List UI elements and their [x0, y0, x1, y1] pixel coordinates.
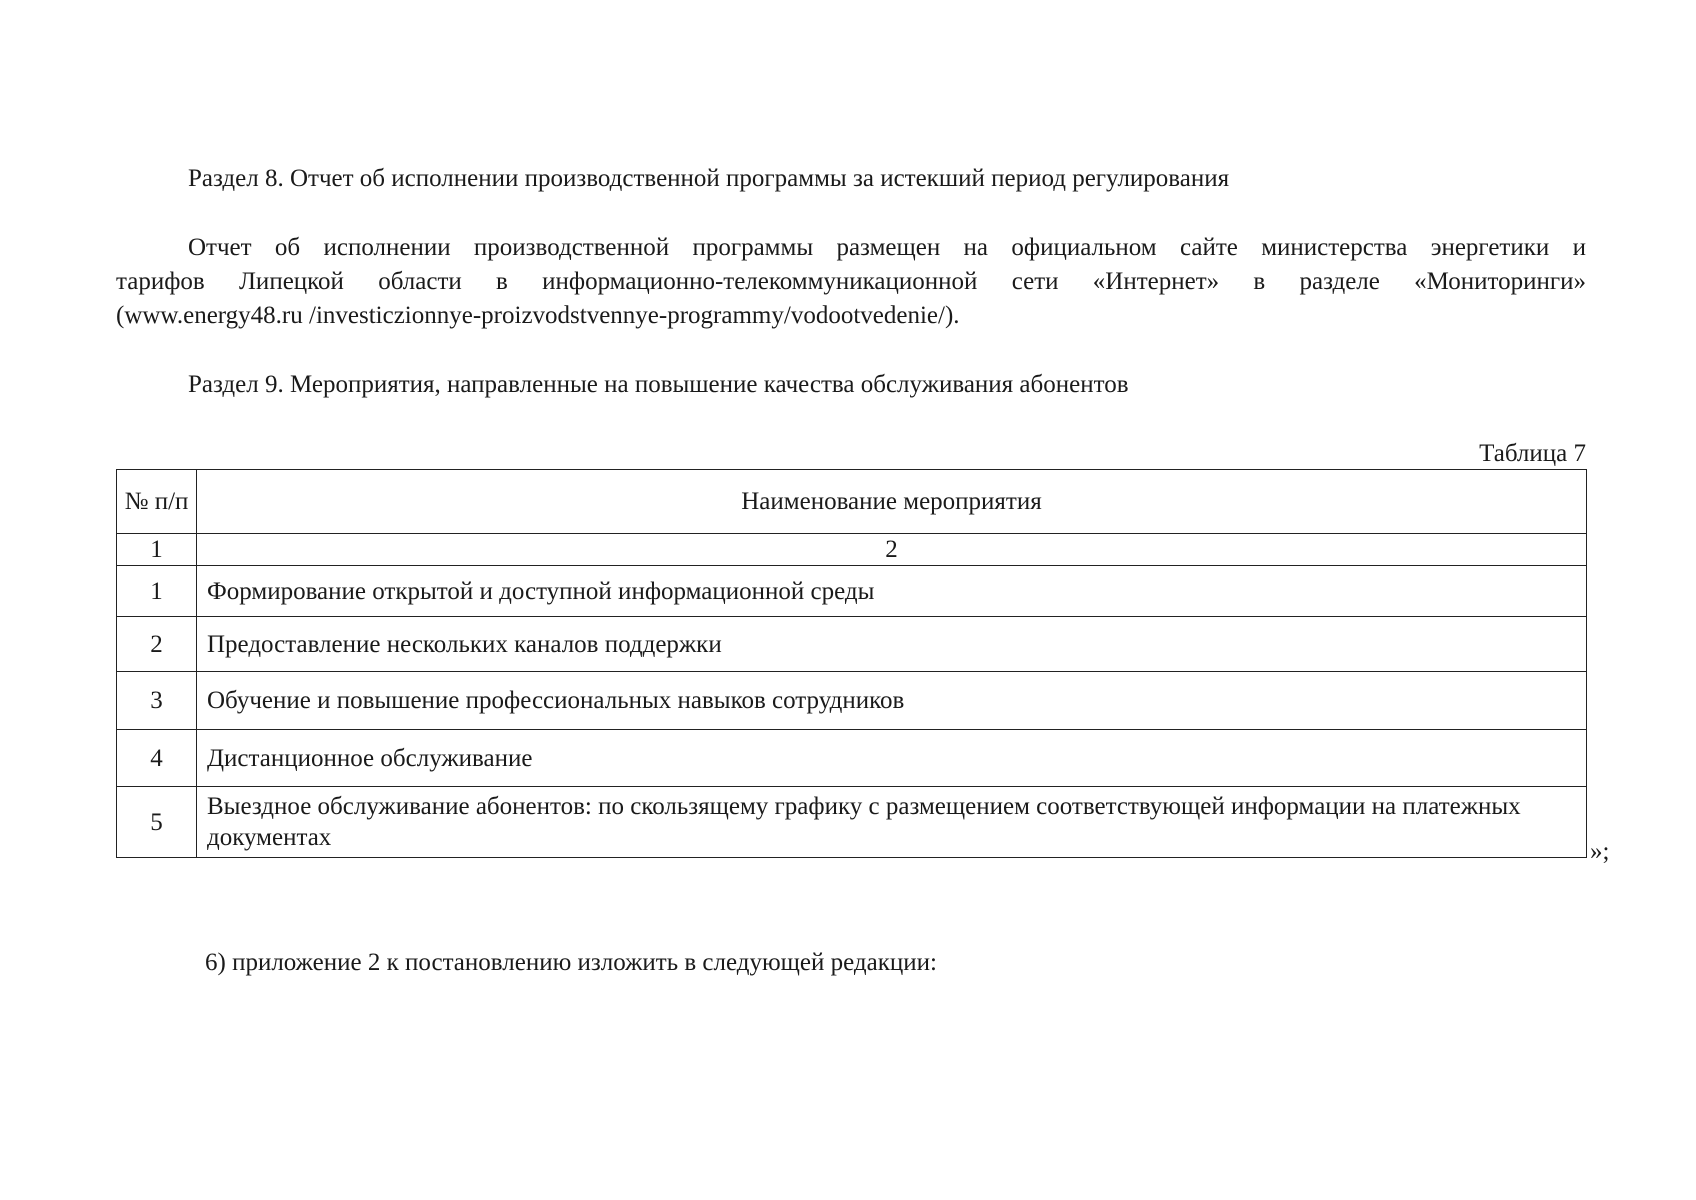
row-name: Формирование открытой и доступной информационной среды [197, 566, 1587, 617]
closing-quote-mark: »; [1590, 838, 1610, 865]
row-name: Дистанционное обслуживание [197, 730, 1587, 787]
paragraph-line: тарифов Липецкой области в информационно-телекоммуникационной сети «Интернет» в разделе «Мониторинги» [116, 268, 1586, 295]
row-number: 4 [117, 730, 197, 787]
section-8-heading: Раздел 8. Отчет об исполнении производственной программы за истекший период регулирования [188, 165, 1230, 192]
row-number: 5 [117, 787, 197, 858]
column-index: 2 [197, 534, 1587, 566]
table-row [117, 617, 1587, 672]
header-number: № п/п [117, 470, 197, 534]
row-number: 3 [117, 672, 197, 730]
row-number: 2 [117, 617, 197, 672]
paragraph-line: (www.energy48.ru /investiczionnye-proizvodstvennye-programmy/vodootvedenie/). [116, 302, 960, 329]
row-name: Выездное обслуживание абонентов: по скользящему графику с размещением соответствующей информации на платежных документах [197, 787, 1587, 858]
table-row [117, 787, 1587, 858]
column-index-row [117, 534, 1587, 566]
section-8-paragraph [116, 231, 1586, 333]
row-name: Обучение и повышение профессиональных навыков сотрудников [197, 672, 1587, 730]
table-row [117, 672, 1587, 730]
table-caption: Таблица 7 [1479, 440, 1586, 467]
measures-table [116, 469, 1587, 858]
row-number: 1 [117, 566, 197, 617]
column-index: 1 [117, 534, 197, 566]
table-header-row [117, 470, 1587, 534]
row-name: Предоставление нескольких каналов поддержки [197, 617, 1587, 672]
table-row [117, 566, 1587, 617]
header-name: Наименование мероприятия [197, 470, 1587, 534]
paragraph-line: Отчет об исполнении производственной программы размещен на официальном сайте министерства энергетики и [188, 234, 1586, 261]
table-row [117, 730, 1587, 787]
item-6-text: 6) приложение 2 к постановлению изложить в следующей редакции: [205, 949, 937, 976]
section-9-heading: Раздел 9. Мероприятия, направленные на повышение качества обслуживания абонентов [188, 371, 1129, 398]
